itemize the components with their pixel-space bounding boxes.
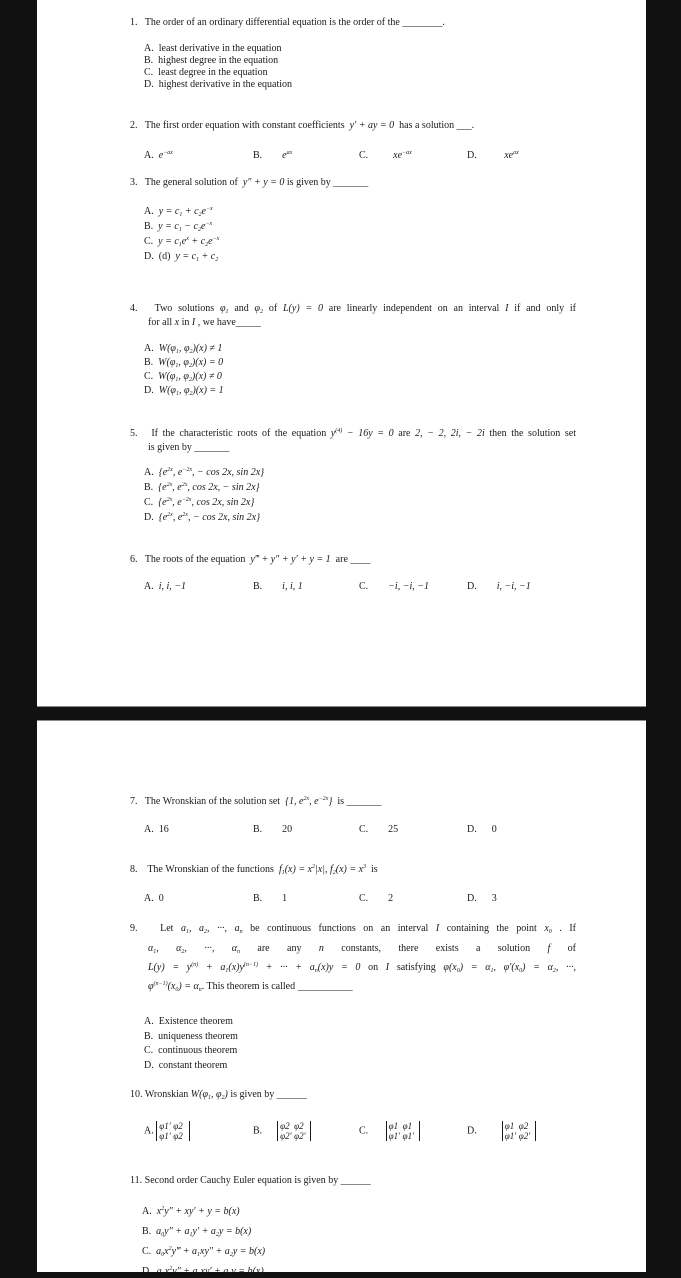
document-page-1: [37, 0, 646, 707]
question-4: 4. Two solutions $\varphi_1$ and $\varphi_2$ of L(y) = 0 are linearly independent on an interval I if and only if: [130, 303, 576, 315]
q7-option-a[interactable]: A. 16: [144, 824, 169, 835]
determinant-matrix: φ1 φ2 φ1′ φ2′: [502, 1121, 536, 1141]
q9-option-a[interactable]: A. Existence theorem: [144, 1016, 233, 1027]
q1-option-a[interactable]: A. least derivative in the equation: [144, 43, 282, 54]
determinant-matrix: φ1′ φ2 φ1′ φ2: [156, 1121, 190, 1141]
q3-option-d[interactable]: D. (d) $y = c_1 + c_2$: [144, 251, 219, 263]
q11-option-a[interactable]: A. $x^2y'' + xy' + y = b(x)$: [142, 1206, 240, 1217]
q8-option-a[interactable]: A. 0: [144, 893, 164, 904]
question-number: 10.: [130, 1089, 143, 1100]
question-3: 3. The general solution of y″ + y = 0 is given by _______: [130, 177, 369, 188]
q9-option-b[interactable]: B. uniqueness theorem: [144, 1031, 238, 1042]
q6-option-b[interactable]: B. i, i, 1: [253, 581, 303, 592]
document-page-2: [37, 720, 646, 1278]
answer-blank: ________.: [402, 17, 445, 28]
question-number: 7.: [130, 796, 138, 807]
q5-option-a[interactable]: A. {$e^{2x}$, $e^{-2x}$, − cos 2x, sin 2x}: [144, 467, 265, 478]
q10-option-a[interactable]: A. φ1′ φ2 φ1′ φ2: [144, 1121, 190, 1141]
q5-option-c[interactable]: C. {$e^{2x}$, $e^{-2x}$, cos 2x, sin 2x}: [144, 497, 255, 508]
question-10: 10. Wronskian $W(\varphi_1$, $\varphi_2$) is given by ______: [130, 1089, 307, 1101]
q2-option-d[interactable]: D. $xe^{ax}$: [467, 150, 519, 161]
q2-option-b[interactable]: B. $e^{ax}$: [253, 150, 293, 161]
q1-option-c[interactable]: C. least degree in the equation: [144, 67, 268, 78]
question-5-line2: is given by _______: [148, 442, 230, 453]
answer-blank: ______: [276, 1089, 307, 1100]
q5-option-d[interactable]: D. {$e^{2x}$, $e^{2x}$, − cos 2x, sin 2x}: [144, 512, 261, 523]
question-text: The Wronskian of the functions: [147, 864, 274, 875]
q11-option-c[interactable]: C. $a_0x^2y‴ + a_1xy'' + a_2y = b(x)$: [142, 1246, 266, 1258]
q10-option-d[interactable]: D. φ1 φ2 φ1′ φ2′: [467, 1121, 536, 1141]
question-number: 11.: [130, 1175, 143, 1186]
question-4-line2: for all x in I , we have_____: [148, 317, 261, 328]
question-9-line4: $\varphi^{(n-1)}(x_0) = \alpha_n$. This theorem is called ___________: [148, 981, 353, 993]
q3-option-a[interactable]: A. $y = c_1 + c_2e^{-x}$: [144, 206, 213, 218]
question-text: The roots of the equation: [144, 554, 246, 565]
answer-blank: ___________: [297, 981, 353, 992]
question-number: 5.: [130, 428, 138, 439]
q9-option-d[interactable]: D. constant theorem: [144, 1060, 228, 1071]
q6-option-c[interactable]: C. −i, −i, −1: [359, 581, 429, 592]
equation: {1, $e^{2x}$, $e^{-2x}$}: [285, 796, 333, 807]
q6-option-d[interactable]: D. i, −i, −1: [467, 581, 531, 592]
question-text: The order of an ordinary differential equation is the order of the: [144, 17, 400, 28]
question-text: The general solution of: [144, 177, 238, 188]
question-9: 9. Let $a_1$, $a_2$, ···, $a_n$ be continuous functions on an interval I containing the point $x_0$ . If: [130, 923, 577, 935]
q3-option-b[interactable]: B. $y = c_1 - c_2e^{-x}$: [144, 221, 213, 233]
question-5: 5. If the characteristic roots of the equation $y^{(4)} - 16y = 0$ are 2, − 2, 2i, − 2i then the solution set: [130, 428, 576, 439]
equation: y′ + ay = 0: [349, 120, 395, 131]
equation: y‴ + y″ + y′ + y = 1: [250, 554, 331, 565]
question-text: Second order Cauchy Euler equation is given by: [144, 1175, 339, 1186]
question-6: 6. The roots of the equation y‴ + y″ + y′ + y = 1 are ____: [130, 554, 371, 565]
q4-option-b[interactable]: B. $W(\varphi_1$, $\varphi_2)(x) = 0$: [144, 357, 224, 369]
answer-blank: ____: [350, 554, 371, 565]
question-number: 3.: [130, 177, 138, 188]
q5-option-b[interactable]: B. {$e^{2x}$, $e^{2x}$, cos 2x, − sin 2x}: [144, 482, 260, 493]
question-number: 2.: [130, 120, 138, 131]
question-number: 6.: [130, 554, 138, 565]
question-1: [130, 17, 445, 29]
q2-option-c[interactable]: C. $xe^{-ax}$: [359, 150, 412, 161]
q4-option-c[interactable]: C. $W(\varphi_1$, $\varphi_2)(x) \ne 0$: [144, 371, 222, 383]
q8-option-c[interactable]: C. 2: [359, 893, 394, 904]
question-number: 9.: [130, 923, 138, 934]
answer-blank: _______: [333, 177, 369, 188]
question-number: 8.: [130, 864, 138, 875]
question-9-line2: $\alpha_1$, $\alpha_2$, ···, $\alpha_n$ are any n constants, there exists a solution f of: [148, 943, 577, 955]
question-number: 1.: [130, 17, 138, 28]
q11-option-d-partial[interactable]: D. $a_0x^2y'' + a_1xy' + a_2y = b(x)$: [142, 1266, 264, 1278]
answer-blank: _____: [235, 317, 261, 328]
q8-option-d[interactable]: D. 3: [467, 893, 497, 904]
question-number: 4.: [130, 303, 138, 314]
answer-blank: _______: [346, 796, 382, 807]
answer-blank: ______: [340, 1175, 371, 1186]
answer-blank: _______: [194, 442, 230, 453]
q1-option-b[interactable]: B. highest degree in the equation: [144, 55, 279, 66]
question-text: The Wronskian of the solution set: [144, 796, 281, 807]
q2-option-a[interactable]: A. $e^{-ax}$: [144, 150, 173, 161]
q10-option-b[interactable]: B. φ2 φ2 φ2′ φ2′: [253, 1121, 311, 1141]
q6-option-a[interactable]: A. i, i, −1: [144, 581, 187, 592]
answer-blank: ___.: [456, 120, 475, 131]
question-2: 2. The first order equation with constant coefficients y′ + ay = 0 has a solution ___.: [130, 120, 475, 131]
q9-option-c[interactable]: C. continuous theorem: [144, 1045, 238, 1056]
q1-option-d[interactable]: D. highest derivative in the equation: [144, 79, 293, 90]
question-9-line3: $L(y) = y^{(n)} + a_1(x)y^{(n-1)}$ + ··· + $a_n(x)y = 0$ on I satisfying $\varphi(x_0) = \alpha_1$, $\varphi'(x_0) = \alpha_2$, ···,: [148, 962, 577, 974]
q8-option-b[interactable]: B. 1: [253, 893, 288, 904]
q7-option-d[interactable]: D. 0: [467, 824, 497, 835]
equation: y″ + y = 0: [242, 177, 285, 188]
question-7: 7. The Wronskian of the solution set {1, $e^{2x}$, $e^{-2x}$} is _______: [130, 796, 382, 807]
question-8: 8. The Wronskian of the functions $f_1(x) = x^2|x|$, $f_2(x) = x^3$ is: [130, 864, 378, 876]
determinant-matrix: φ1 φ1 φ1′ φ1′: [386, 1121, 420, 1141]
q4-option-d[interactable]: D. $W(\varphi_1$, $\varphi_2)(x) = 1$: [144, 385, 224, 397]
determinant-matrix: φ2 φ2 φ2′ φ2′: [277, 1121, 311, 1141]
equation: $f_1(x) = x^2|x|$, $f_2(x) = x^3$: [278, 864, 367, 876]
q11-option-b[interactable]: B. $a_0y'' + a_1y' + a_2y = b(x)$: [142, 1226, 252, 1238]
q7-option-b[interactable]: B. 20: [253, 824, 293, 835]
q7-option-c[interactable]: C. 25: [359, 824, 399, 835]
question-text: The first order equation with constant coefficients: [144, 120, 345, 131]
question-11: [130, 1175, 371, 1187]
q4-option-a[interactable]: A. $W(\varphi_1$, $\varphi_2)(x) \ne 1$: [144, 343, 223, 355]
q10-option-c[interactable]: C. φ1 φ1 φ1′ φ1′: [359, 1121, 420, 1141]
q3-option-c[interactable]: C. $y = c_1e^x + c_2e^{-x}$: [144, 236, 220, 248]
